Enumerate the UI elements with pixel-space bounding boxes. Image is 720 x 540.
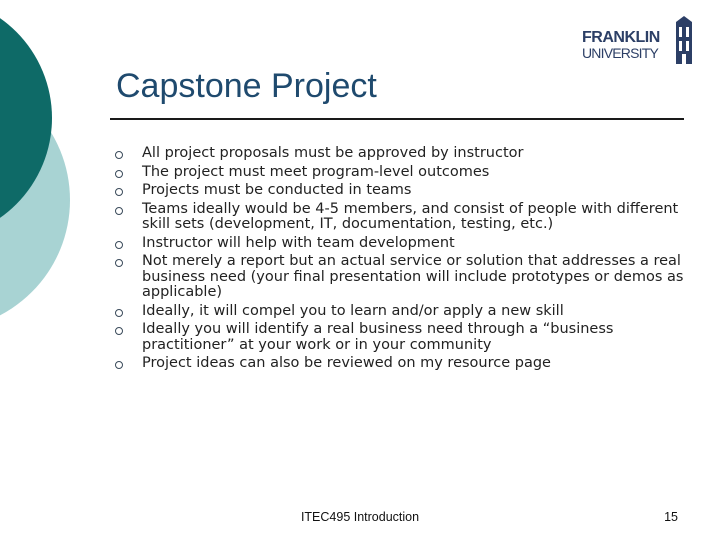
bullet-circle-icon: [115, 327, 123, 335]
bullet-item: [110, 322, 690, 353]
bullet-text: All project proposals must be approved by instructor: [142, 145, 524, 161]
bullet-text: Ideally, it will compel you to learn and/or apply a new skill: [142, 302, 564, 319]
bullet-list: [110, 146, 690, 375]
bullet-circle-icon: [115, 188, 123, 196]
bullet-circle-icon: [115, 259, 123, 267]
bullet-text: Projects must be conducted in teams: [142, 182, 412, 198]
bullet-text: Ideally you will identify a real business need through a “business practitioner” at your work or in your community: [142, 321, 614, 353]
logo-line-2: UNIVERSITY: [582, 45, 659, 61]
bullet-item: [110, 202, 690, 233]
bullet-item: [110, 165, 690, 181]
bullet-circle-icon: [115, 241, 123, 249]
bullet-text: Project ideas can also be reviewed on my resource page: [142, 355, 551, 371]
logo-line-1: FRANKLIN: [582, 29, 660, 46]
bullet-item: [110, 304, 690, 320]
bullet-circle-icon: [115, 151, 123, 159]
bullet-item: [110, 146, 690, 162]
bullet-text: The project must meet program-level outcomes: [142, 163, 490, 180]
bullet-text: Not merely a report but an actual service or solution that addresses a real business need (your final presentation will include prototypes or demos as applicable): [142, 253, 684, 300]
bullet-circle-icon: [115, 170, 123, 178]
page-number: 15: [664, 510, 678, 524]
tower-icon: [672, 16, 696, 64]
bullet-item: [110, 183, 690, 199]
bullet-item: [110, 236, 690, 252]
bullet-text: Instructor will help with team development: [142, 234, 455, 251]
bullet-circle-icon: [115, 207, 123, 215]
decorative-teal-circles: [0, 0, 110, 320]
footer-text: ITEC495 Introduction: [300, 510, 420, 524]
bullet-circle-icon: [115, 361, 123, 369]
bullet-text: Teams ideally would be 4-5 members, and consist of people with different skill sets (development, IT, documentation, testing, etc.): [142, 200, 679, 232]
franklin-university-logo: [578, 14, 698, 66]
bullet-circle-icon: [115, 309, 123, 317]
title-divider: [110, 118, 684, 120]
bullet-item: [110, 356, 690, 372]
slide-title: Capstone Project: [116, 67, 377, 105]
bullet-item: [110, 254, 690, 301]
